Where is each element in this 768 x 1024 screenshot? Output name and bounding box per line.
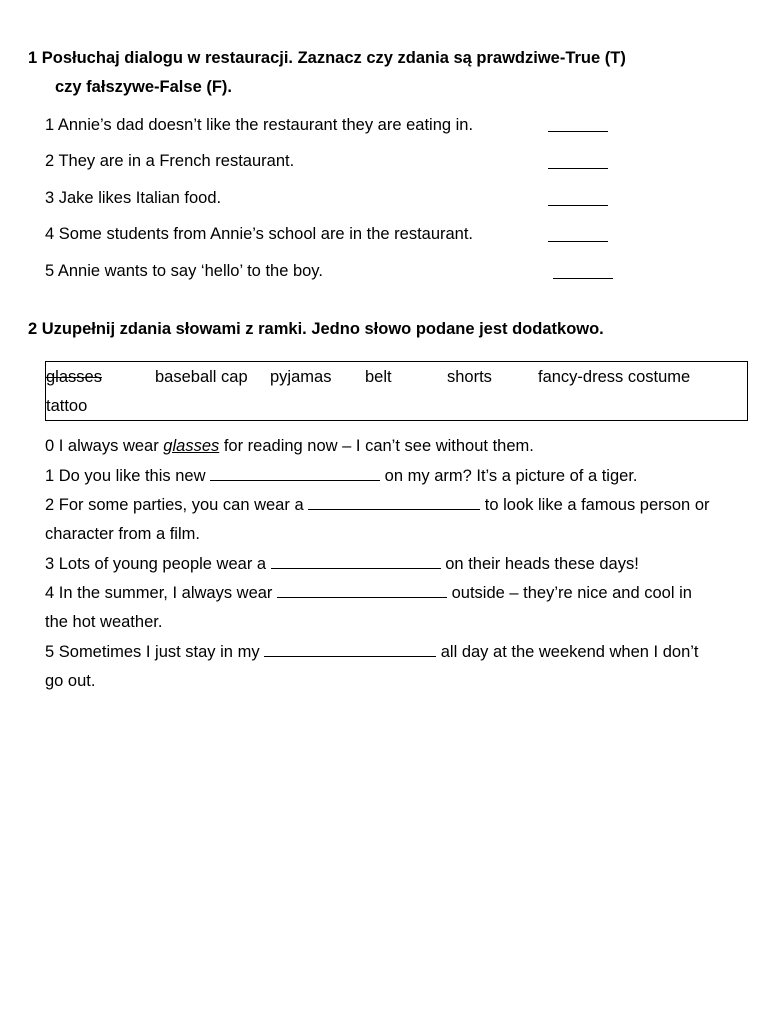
word-bank-item: tattoo [46,397,88,415]
tf-answer-blank-4[interactable] [548,241,608,242]
tf-statement-1: 1 Annie’s dad doesn’t like the restaurant they are eating in. [45,116,474,134]
word-bank-item: glasses [46,368,102,386]
tf-answer-blank-3[interactable] [548,205,608,206]
sentence-text: 3 Lots of young people wear a [45,555,271,573]
sentence-text: 2 For some parties, you can wear a [45,496,309,514]
exercise-1-heading-line-1: 1 Posłuchaj dialogu w restauracji. Zaznacz czy zdania są prawdziwe-True (T) [28,49,626,67]
sentence-text: on their heads these days! [440,555,639,573]
sentence-text: all day at the weekend when I don’t [436,643,699,661]
sentence-text: 0 I always wear [45,437,164,455]
exercise-1-heading-line-2: czy fałszywe-False (F). [55,78,232,96]
gap-blank-3[interactable] [271,554,441,569]
tf-statement-2: 2 They are in a French restaurant. [45,152,295,170]
word-bank-item: shorts [447,368,492,386]
tf-statement-3: 3 Jake likes Italian food. [45,189,222,207]
example-answer: glasses [163,437,220,455]
gap-sentence-4-continuation: the hot weather. [45,613,163,631]
gap-blank-4[interactable] [277,583,447,598]
tf-statement-5: 5 Annie wants to say ‘hello’ to the boy. [45,262,323,280]
word-bank-item: fancy-dress costume [538,368,691,386]
tf-statement-4: 4 Some students from Annie’s school are in the restaurant. [45,225,474,243]
gap-sentence-2-continuation: character from a film. [45,525,200,543]
tf-answer-blank-2[interactable] [548,168,608,169]
gap-sentence-5 [45,642,699,662]
sentence-text: 5 Sometimes I just stay in my [45,643,265,661]
sentence-text: 4 In the summer, I always wear [45,584,278,602]
sentence-text: on my arm? It’s a picture of a tiger. [380,467,638,485]
gap-blank-1[interactable] [210,466,380,481]
word-bank-item: belt [365,368,392,386]
word-bank-item: baseball cap [155,368,248,386]
exercise-2-heading: 2 Uzupełnij zdania słowami z ramki. Jedno słowo podane jest dodatkowo. [28,320,604,338]
sentence-text: to look like a famous person or [480,496,710,514]
gap-blank-5[interactable] [264,642,436,657]
sentence-text: 1 Do you like this new [45,467,211,485]
gap-sentence-2 [45,495,710,515]
word-bank-box [45,361,748,421]
gap-sentence-5-continuation: go out. [45,672,96,690]
word-bank-item: pyjamas [270,368,332,386]
gap-sentence-3 [45,554,639,574]
gap-blank-2[interactable] [308,495,480,510]
gap-sentence-1 [45,466,638,486]
tf-answer-blank-1[interactable] [548,131,608,132]
tf-answer-blank-5[interactable] [553,278,613,279]
sentence-text: outside – they’re nice and cool in [447,584,692,602]
sentence-text: for reading now – I can’t see without them. [219,437,534,455]
example-sentence [45,437,534,456]
gap-sentence-4 [45,583,692,603]
